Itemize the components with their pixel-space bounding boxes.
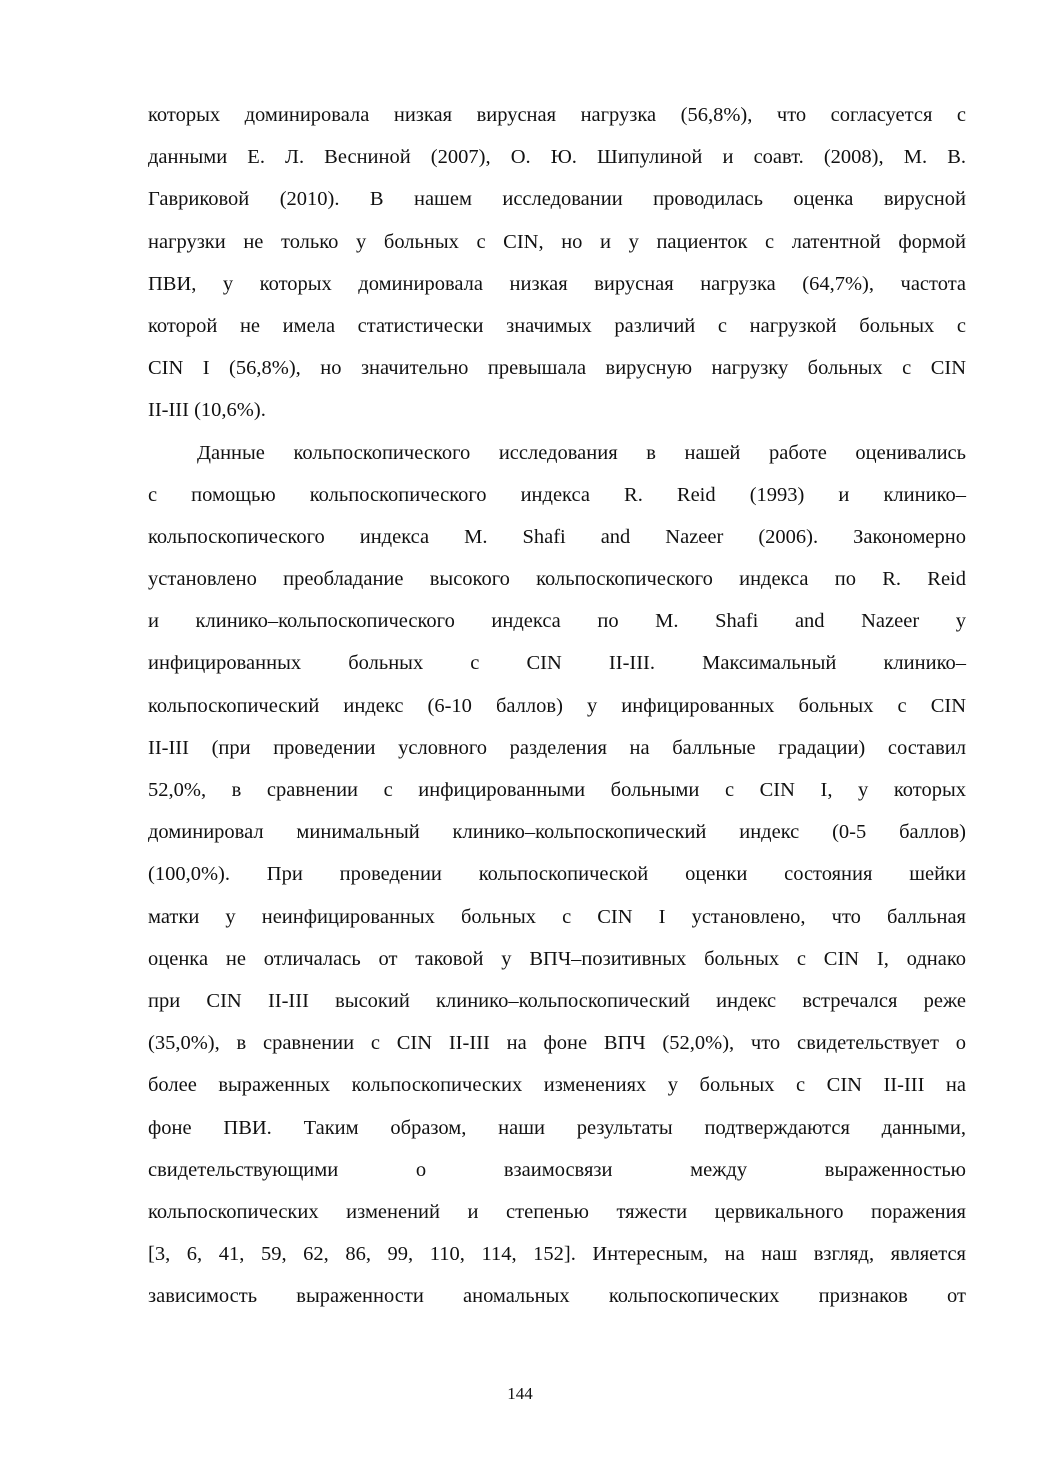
- text-line: матки у неинфицированных больных с CIN I установлено, что балльная: [148, 905, 966, 928]
- text-line: (35,0%), в сравнении с CIN II-III на фоне ВПЧ (52,0%), что свидетельствует о: [148, 1032, 966, 1055]
- paragraph-2: [148, 432, 966, 1318]
- body-text: [148, 94, 966, 1317]
- text-line: при CIN II-III высокий клинико–кольпоскопический индекс встречался реже: [148, 989, 966, 1012]
- text-line: данными Е. Л. Весниной (2007), О. Ю. Шипулиной и соавт. (2008), М. В.: [148, 146, 966, 169]
- text-line: кольпоскопических изменений и степенью тяжести цервикального поражения: [148, 1200, 966, 1223]
- text-line: кольпоскопический индекс (6-10 баллов) у инфицированных больных с CIN: [148, 694, 966, 717]
- text-line: более выраженных кольпоскопических изменениях у больных с CIN II-III на: [148, 1074, 966, 1097]
- text-line: которой не имела статистически значимых различий с нагрузкой больных с: [148, 314, 966, 337]
- text-line: Данные кольпоскопического исследования в нашей работе оценивались: [197, 441, 966, 464]
- text-line: (100,0%). При проведении кольпоскопической оценки состояния шейки: [148, 863, 966, 886]
- text-line: 52,0%, в сравнении с инфицированными больными с CIN I, у которых: [148, 779, 966, 801]
- text-line: зависимость выраженности аномальных кольпоскопических признаков от: [148, 1285, 966, 1308]
- text-line: установлено преобладание высокого кольпоскопического индекса по R. Reid: [148, 568, 966, 591]
- text-line: которых доминировала низкая вирусная нагрузка (56,8%), что согласуется с: [148, 104, 966, 126]
- text-line: ПВИ, у которых доминировала низкая вирусная нагрузка (64,7%), частота: [148, 272, 966, 295]
- text-line: нагрузки не только у больных с CIN, но и у пациенток с латентной формой: [148, 230, 966, 253]
- text-line: II-III (при проведении условного разделения на балльные градации) составил: [148, 736, 966, 759]
- text-line: [3, 6, 41, 59, 62, 86, 99, 110, 114, 152]. Интересным, на наш взгляд, является: [148, 1243, 966, 1266]
- text-line: фоне ПВИ. Таким образом, наши результаты подтверждаются данными,: [148, 1116, 966, 1139]
- text-line: кольпоскопического индекса M. Shafi and Nazeer (2006). Закономерно: [148, 525, 966, 548]
- text-line: инфицированных больных с CIN II-III. Максимальный клинико–: [148, 652, 966, 675]
- text-line: CIN I (56,8%), но значительно превышала вирусную нагрузку больных с CIN: [148, 357, 966, 380]
- text-line: и клинико–кольпоскопического индекса по M. Shafi and Nazeer у: [148, 610, 966, 633]
- text-line: свидетельствующими о взаимосвязи между выраженностью: [148, 1158, 966, 1181]
- text-line: с помощью кольпоскопического индекса R. Reid (1993) и клинико–: [148, 483, 966, 506]
- text-line: оценка не отличалась от таковой у ВПЧ–позитивных больных с CIN I, однако: [148, 947, 966, 970]
- text-line: Гавриковой (2010). В нашем исследовании проводилась оценка вирусной: [148, 188, 966, 211]
- page-number: 144: [507, 1384, 533, 1403]
- text-line: доминировал минимальный клинико–кольпоскопический индекс (0-5 баллов): [148, 821, 966, 844]
- paragraph-1: [148, 94, 966, 432]
- text-line: II-III (10,6%).: [148, 399, 266, 422]
